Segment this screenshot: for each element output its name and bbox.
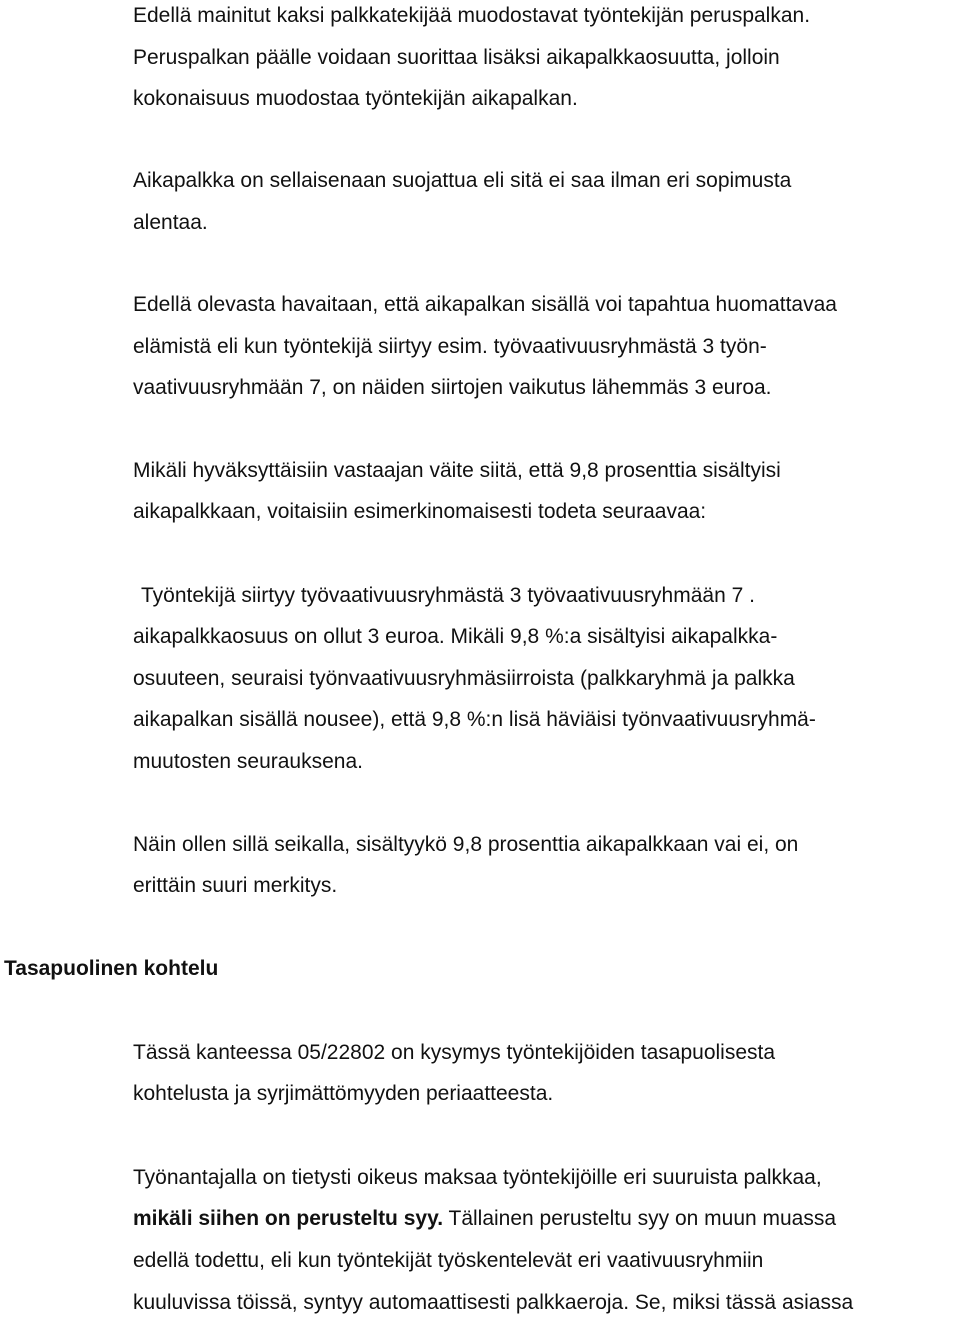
section-heading: Tasapuolinen kohtelu: [4, 957, 219, 980]
paragraph-line: Edellä olevasta havaitaan, että aikapalkan sisällä voi tapahtua huomattavaa: [133, 293, 837, 316]
paragraph-line: aikapalkkaosuus on ollut 3 euroa. Mikäli 9,8 %:a sisältyisi aikapalkka-: [133, 625, 778, 648]
paragraph-line: Edellä mainitut kaksi palkkatekijää muodostavat työntekijän peruspalkan.: [133, 4, 811, 27]
paragraph-line: Peruspalkan päälle voidaan suorittaa lisäksi aikapalkkaosuutta, jolloin: [133, 46, 780, 69]
paragraph-line: osuuteen, seuraisi työnvaativuusryhmäsiirroista (palkkaryhmä ja palkka: [133, 667, 795, 690]
paragraph-line: kokonaisuus muodostaa työntekijän aikapalkan.: [133, 87, 578, 110]
paragraph-line: aikapalkan sisällä nousee), että 9,8 %:n lisä häviäisi työnvaativuusryhmä-: [133, 708, 816, 731]
paragraph-line: edellä todettu, eli kun työntekijät työskentelevät eri vaativuusryhmiin: [133, 1249, 764, 1272]
paragraph-line: Työnantajalla on tietysti oikeus maksaa työntekijöille eri suuruista palkkaa,: [133, 1166, 822, 1189]
paragraph-line: kuuluvissa töissä, syntyy automaattisesti palkkaeroja. Se, miksi tässä asiassa: [133, 1291, 854, 1314]
paragraph-line: Työntekijä siirtyy työvaativuusryhmästä 3 työvaativuusryhmään 7 .: [141, 584, 755, 607]
paragraph-line: muutosten seurauksena.: [133, 750, 363, 773]
paragraph-line: vaativuusryhmään 7, on näiden siirtojen vaikutus lähemmäs 3 euroa.: [133, 376, 772, 399]
paragraph-line: Näin ollen sillä seikalla, sisältyykö 9,8 prosenttia aikapalkkaan vai ei, on: [133, 833, 799, 856]
paragraph-line: Aikapalkka on sellaisenaan suojattua eli sitä ei saa ilman eri sopimusta: [133, 169, 792, 192]
paragraph-line: aikapalkkaan, voitaisiin esimerkinomaisesti todeta seuraavaa:: [133, 500, 707, 523]
paragraph-line: kohtelusta ja syrjimättömyyden periaatteesta.: [133, 1082, 554, 1105]
paragraph-line: Mikäli hyväksyttäisiin vastaajan väite siitä, että 9,8 prosenttia sisältyisi: [133, 459, 781, 482]
paragraph-line: elämistä eli kun työntekijä siirtyy esim. työvaativuusryhmästä 3 työn-: [133, 335, 767, 358]
paragraph-line: Tässä kanteessa 05/22802 on kysymys työntekijöiden tasapuolisesta: [133, 1041, 776, 1064]
emphasis-text: mikäli siihen on perusteltu syy.: [133, 1207, 444, 1230]
paragraph-text: Tällainen perusteltu syy on muun muassa: [443, 1207, 837, 1230]
paragraph-line: erittäin suuri merkitys.: [133, 874, 338, 897]
paragraph-line: [133, 1205, 836, 1233]
paragraph-line: alentaa.: [133, 211, 208, 234]
